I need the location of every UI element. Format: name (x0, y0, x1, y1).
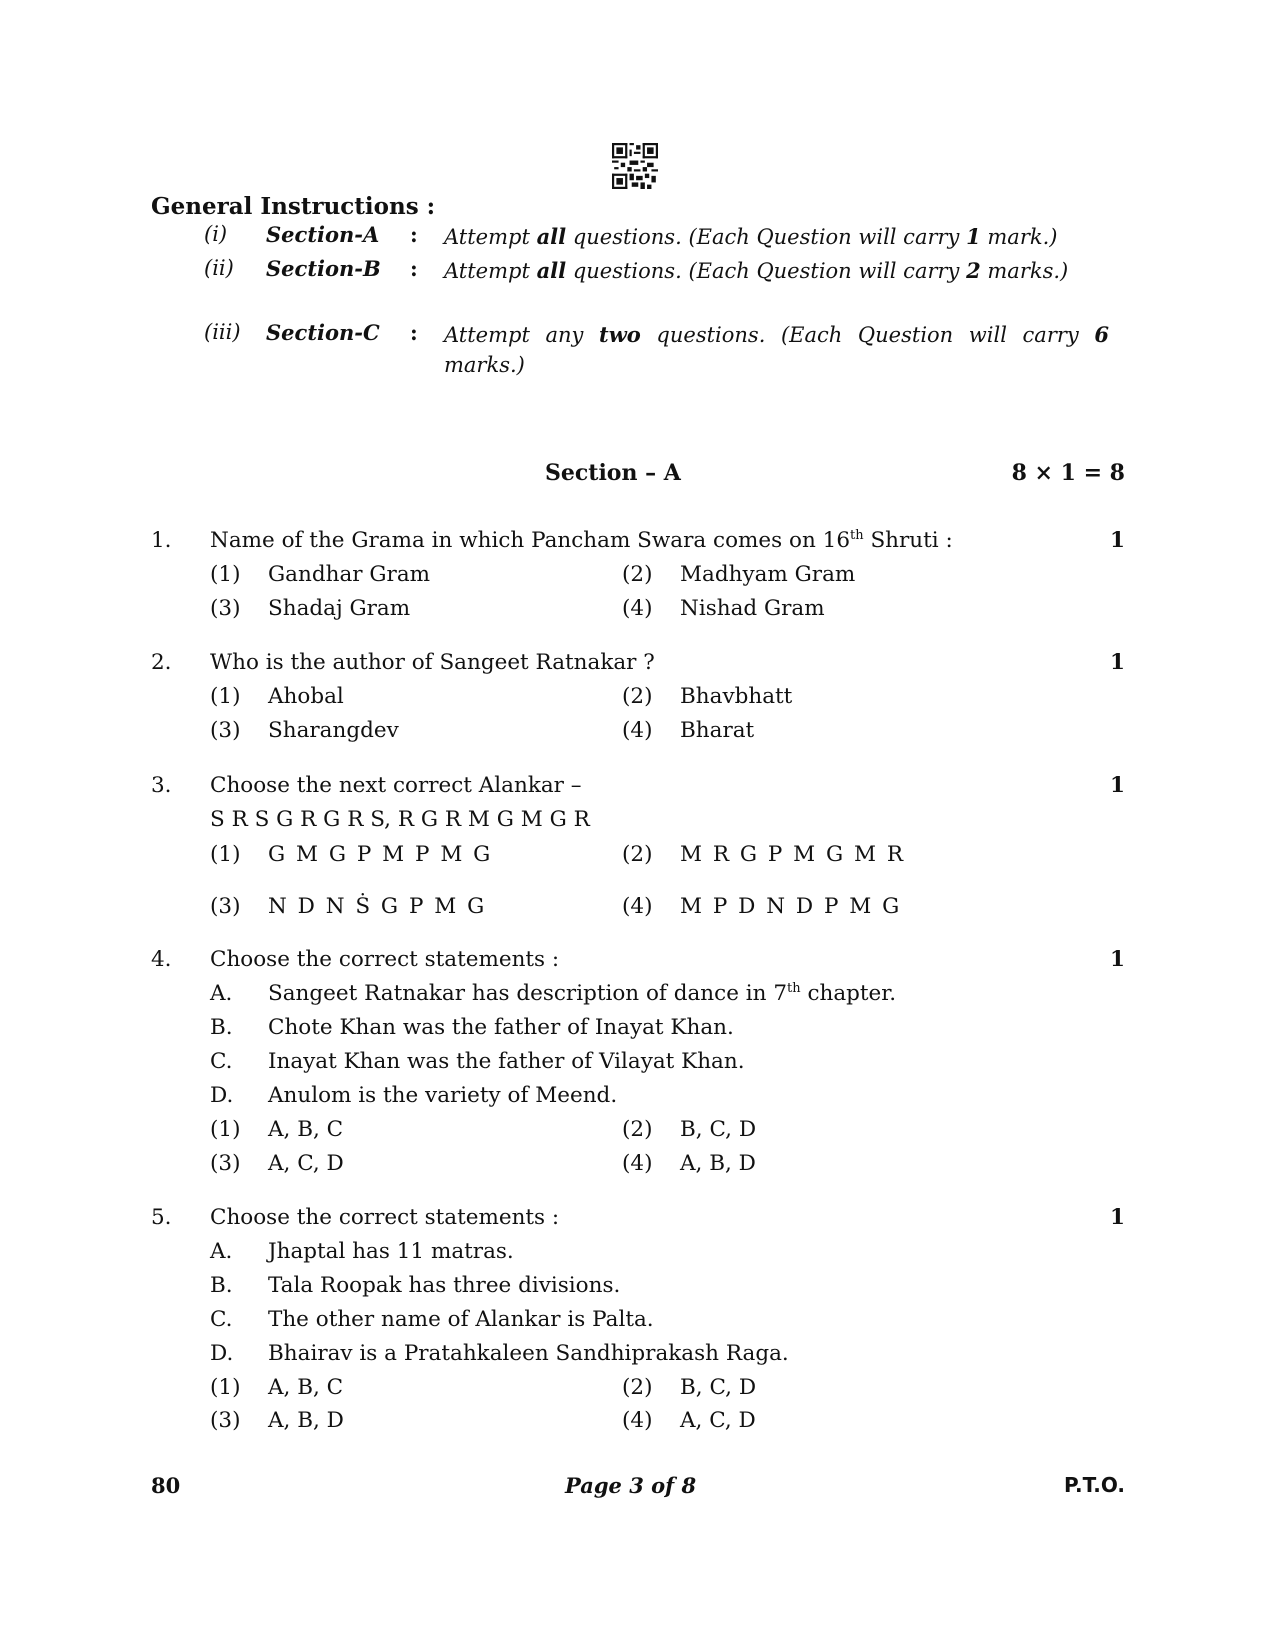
instruction-section: Section-C (266, 320, 380, 345)
general-instructions-title: General Instructions : (151, 193, 436, 220)
paper-code: 80 (151, 1473, 181, 1498)
question-number: 3. (151, 773, 172, 798)
option-text: M P D N D P M G (680, 894, 902, 919)
instruction-section: Section-B (266, 256, 381, 281)
statement-text: Bhairav is a Pratahkaleen Sandhiprakash Raga. (268, 1341, 789, 1366)
option-text: Shadaj Gram (268, 596, 411, 621)
question-text: Choose the correct statements : (210, 947, 560, 972)
instruction-colon: : (410, 222, 418, 247)
option-number: (3) (210, 596, 241, 621)
option-number: (4) (622, 596, 653, 621)
question-mark: 1 (1110, 528, 1125, 553)
instruction-number: (ii) (204, 256, 234, 280)
instruction-colon: : (410, 320, 418, 345)
option-text: Bhavbhatt (680, 684, 793, 709)
statement-text: Chote Khan was the father of Inayat Khan. (268, 1015, 734, 1040)
option-text: Sharangdev (268, 718, 399, 743)
option-text: G M G P M P M G (268, 842, 493, 867)
instruction-number: (iii) (204, 320, 241, 344)
question-text: Choose the next correct Alankar – (210, 773, 582, 798)
option-number: (4) (622, 1408, 653, 1433)
option-number: (3) (210, 1151, 241, 1176)
option-number: (2) (622, 1117, 653, 1142)
section-title: Section – A (545, 460, 681, 486)
question-mark: 1 (1110, 650, 1125, 675)
option-number: (3) (210, 718, 241, 743)
question-text: Name of the Grama in which Pancham Swara comes on 16th Shruti : (210, 528, 953, 554)
statement-letter: C. (210, 1049, 233, 1074)
option-text: Bharat (680, 718, 755, 743)
option-number: (1) (210, 1117, 241, 1142)
option-number: (1) (210, 684, 241, 709)
question-number: 5. (151, 1205, 172, 1230)
statement-text: The other name of Alankar is Palta. (268, 1307, 654, 1332)
option-text: Ahobal (268, 684, 344, 709)
option-text: A, B, C (268, 1117, 344, 1142)
instruction-text: Attempt any two questions. (Each Question will carry 6 marks.) (444, 322, 1109, 377)
option-text: N D N Ṡ G P M G (268, 894, 487, 919)
statement-letter: B. (210, 1273, 233, 1298)
statement-letter: D. (210, 1083, 234, 1108)
instruction-section: Section-A (266, 222, 380, 247)
option-number: (3) (210, 1408, 241, 1433)
option-number: (2) (622, 1375, 653, 1400)
option-text: A, B, D (680, 1151, 756, 1176)
question-number: 1. (151, 528, 172, 553)
option-number: (1) (210, 842, 241, 867)
option-number: (2) (622, 684, 653, 709)
question-mark: 1 (1110, 947, 1125, 972)
alankar-notation: S R S G R G R S, R G R M G M G R (210, 807, 590, 832)
option-number: (2) (622, 562, 653, 587)
statement-letter: A. (210, 1239, 233, 1264)
statement-text: Inayat Khan was the father of Vilayat Khan. (268, 1049, 745, 1074)
statement-text: Anulom is the variety of Meend. (268, 1083, 618, 1108)
option-number: (1) (210, 562, 241, 587)
option-number: (1) (210, 1375, 241, 1400)
option-text: A, B, D (268, 1408, 344, 1433)
statement-text: Sangeet Ratnakar has description of dance in 7th chapter. (268, 981, 897, 1007)
option-text: A, C, D (268, 1151, 344, 1176)
instruction-text: Attempt all questions. (Each Question will carry 2 marks.) (444, 258, 1069, 283)
option-text: B, C, D (680, 1375, 757, 1400)
instruction-text: Attempt all questions. (Each Question will carry 1 mark.) (444, 224, 1058, 249)
statement-letter: A. (210, 981, 233, 1006)
option-number: (3) (210, 894, 241, 919)
question-text: Who is the author of Sangeet Ratnakar ? (210, 650, 655, 675)
option-text: B, C, D (680, 1117, 757, 1142)
option-text: Gandhar Gram (268, 562, 431, 587)
instruction-number: (i) (204, 222, 228, 246)
question-number: 4. (151, 947, 172, 972)
option-text: Nishad Gram (680, 596, 825, 621)
section-marks: 8 × 1 = 8 (1011, 460, 1125, 486)
statement-letter: C. (210, 1307, 233, 1332)
option-number: (2) (622, 842, 653, 867)
instruction-colon: : (410, 256, 418, 281)
qr-code-icon (612, 143, 658, 189)
option-text: Madhyam Gram (680, 562, 856, 587)
option-number: (4) (622, 718, 653, 743)
question-mark: 1 (1110, 1205, 1125, 1230)
statement-text: Jhaptal has 11 matras. (268, 1239, 514, 1264)
option-text: M R G P M G M R (680, 842, 906, 867)
question-mark: 1 (1110, 773, 1125, 798)
question-number: 2. (151, 650, 172, 675)
option-text: A, C, D (680, 1408, 756, 1433)
statement-letter: D. (210, 1341, 234, 1366)
statement-letter: B. (210, 1015, 233, 1040)
option-number: (4) (622, 1151, 653, 1176)
question-text: Choose the correct statements : (210, 1205, 560, 1230)
option-text: A, B, C (268, 1375, 344, 1400)
pto-label: P.T.O. (1064, 1473, 1125, 1497)
option-number: (4) (622, 894, 653, 919)
statement-text: Tala Roopak has three divisions. (268, 1273, 621, 1298)
page-number: Page 3 of 8 (565, 1473, 697, 1498)
